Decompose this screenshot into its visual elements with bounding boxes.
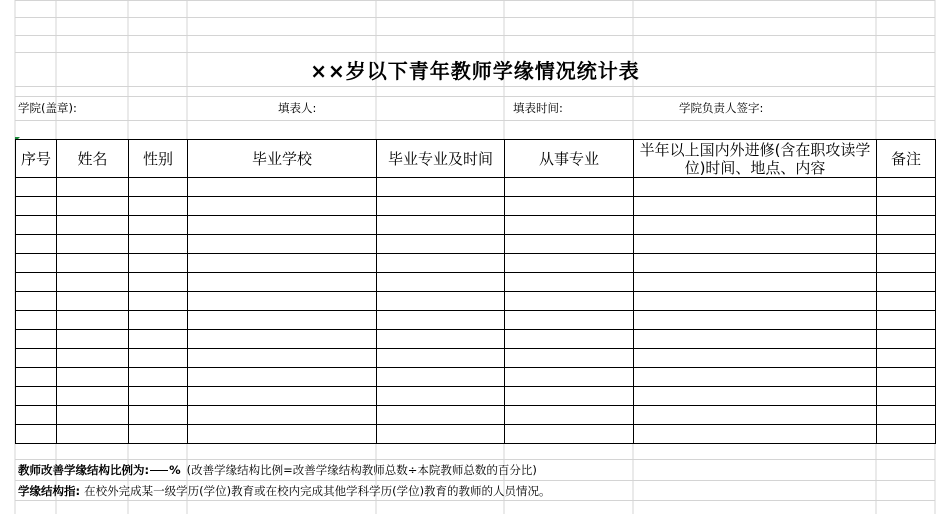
statistics-table <box>15 139 936 444</box>
table-row <box>16 387 936 406</box>
table-cell[interactable] <box>377 254 505 273</box>
table-row <box>16 178 936 197</box>
table-cell[interactable] <box>377 292 505 311</box>
table-row <box>16 197 936 216</box>
table-cell[interactable] <box>57 178 129 197</box>
table-cell[interactable] <box>634 406 877 425</box>
table-cell[interactable] <box>57 197 129 216</box>
table-cell[interactable] <box>634 387 877 406</box>
definition-text: 在校外完成某一级学历(学位)教育或在校内完成其他学科学历(学位)教育的教师的人员情况。 <box>84 484 551 498</box>
table-cell[interactable] <box>377 330 505 349</box>
table-cell[interactable] <box>877 254 936 273</box>
table-cell[interactable] <box>877 235 936 254</box>
table-cell[interactable] <box>505 178 634 197</box>
table-cell[interactable] <box>505 292 634 311</box>
table-cell[interactable] <box>57 311 129 330</box>
table-cell[interactable] <box>129 178 188 197</box>
table-cell[interactable] <box>188 235 377 254</box>
table-cell[interactable] <box>188 273 377 292</box>
table-cell[interactable] <box>505 425 634 444</box>
table-row <box>16 349 936 368</box>
fill-time-label: 填表时间: <box>513 101 563 115</box>
table-cell[interactable] <box>505 235 634 254</box>
table-cell[interactable] <box>129 425 188 444</box>
table-cell[interactable] <box>57 292 129 311</box>
table-cell[interactable] <box>57 273 129 292</box>
table-cell[interactable] <box>377 425 505 444</box>
table-cell[interactable] <box>634 425 877 444</box>
table-row <box>16 254 936 273</box>
table-cell[interactable] <box>634 178 877 197</box>
table-cell[interactable] <box>377 311 505 330</box>
table-cell[interactable] <box>377 235 505 254</box>
table-cell[interactable] <box>188 387 377 406</box>
table-cell[interactable] <box>16 406 57 425</box>
table-cell[interactable] <box>16 254 57 273</box>
table-cell[interactable] <box>505 273 634 292</box>
definition-label: 学缘结构指: <box>18 484 81 498</box>
table-cell[interactable] <box>188 425 377 444</box>
header-gender[interactable]: 性别 <box>129 140 188 178</box>
table-cell[interactable] <box>877 292 936 311</box>
definition-note <box>18 480 551 502</box>
table-cell[interactable] <box>377 216 505 235</box>
table-cell[interactable] <box>188 197 377 216</box>
table-cell[interactable] <box>634 235 877 254</box>
table-row <box>16 311 936 330</box>
table-cell[interactable] <box>377 387 505 406</box>
table-cell[interactable] <box>129 254 188 273</box>
table-cell[interactable] <box>877 273 936 292</box>
table-cell[interactable] <box>129 197 188 216</box>
table-cell[interactable] <box>129 406 188 425</box>
header-major-time[interactable]: 毕业专业及时间 <box>377 140 505 178</box>
table-cell[interactable] <box>16 349 57 368</box>
table-cell[interactable] <box>505 216 634 235</box>
table-cell[interactable] <box>877 406 936 425</box>
table-cell[interactable] <box>188 406 377 425</box>
table-cell[interactable] <box>877 349 936 368</box>
table-cell[interactable] <box>634 197 877 216</box>
table-cell[interactable] <box>129 216 188 235</box>
table-cell[interactable] <box>505 368 634 387</box>
table-cell[interactable] <box>129 311 188 330</box>
table-cell[interactable] <box>188 349 377 368</box>
table-cell[interactable] <box>188 254 377 273</box>
table-cell[interactable] <box>188 216 377 235</box>
table-cell[interactable] <box>129 349 188 368</box>
table-cell[interactable] <box>377 368 505 387</box>
table-cell[interactable] <box>377 406 505 425</box>
page-title: ××岁以下青年教师学缘情况统计表 <box>310 58 640 83</box>
table-cell[interactable] <box>188 368 377 387</box>
college-stamp-label: 学院(盖章): <box>18 101 77 115</box>
table-row <box>16 330 936 349</box>
table-cell[interactable] <box>634 349 877 368</box>
table-cell[interactable] <box>505 330 634 349</box>
table-cell[interactable] <box>634 311 877 330</box>
header-name[interactable]: 姓名 <box>57 140 129 178</box>
table-cell[interactable] <box>188 292 377 311</box>
table-cell[interactable] <box>877 330 936 349</box>
table-cell[interactable] <box>57 425 129 444</box>
table-header-row <box>16 140 936 178</box>
ratio-description: (改善学缘结构比例=改善学缘结构教师总数÷本院教师总数的百分比) <box>186 463 537 477</box>
table-cell[interactable] <box>57 387 129 406</box>
head-signature-label: 学院负责人签字: <box>679 101 764 115</box>
table-cell[interactable] <box>505 406 634 425</box>
header-current-major[interactable]: 从事专业 <box>505 140 634 178</box>
table-cell[interactable] <box>634 330 877 349</box>
header-training[interactable]: 半年以上国内外进修(含在职攻读学位)时间、地点、内容 <box>634 140 877 178</box>
filler-label: 填表人: <box>278 101 317 115</box>
table-cell[interactable] <box>505 311 634 330</box>
header-seq[interactable]: 序号 <box>16 140 57 178</box>
header-remark[interactable]: 备注 <box>877 140 936 178</box>
table-cell[interactable] <box>129 330 188 349</box>
table-cell[interactable] <box>57 216 129 235</box>
table-cell[interactable] <box>16 311 57 330</box>
table-cell[interactable] <box>505 197 634 216</box>
table-cell[interactable] <box>877 387 936 406</box>
table-cell[interactable] <box>634 254 877 273</box>
table-row <box>16 273 936 292</box>
ratio-blank[interactable] <box>150 470 168 471</box>
table-cell[interactable] <box>505 387 634 406</box>
ratio-unit: % <box>169 463 181 477</box>
table-cell[interactable] <box>16 178 57 197</box>
table-row <box>16 292 936 311</box>
table-cell[interactable] <box>57 235 129 254</box>
table-cell[interactable] <box>377 178 505 197</box>
table-cell[interactable] <box>129 387 188 406</box>
table-cell[interactable] <box>188 178 377 197</box>
table-cell[interactable] <box>634 292 877 311</box>
table-cell[interactable] <box>57 254 129 273</box>
ratio-note <box>18 459 537 481</box>
table-cell[interactable] <box>505 349 634 368</box>
table-cell[interactable] <box>16 368 57 387</box>
table-row <box>16 216 936 235</box>
table-cell[interactable] <box>877 197 936 216</box>
table-cell[interactable] <box>16 425 57 444</box>
table-cell[interactable] <box>877 368 936 387</box>
table-row <box>16 425 936 444</box>
table-cell[interactable] <box>16 216 57 235</box>
table-cell[interactable] <box>877 425 936 444</box>
table-cell[interactable] <box>505 254 634 273</box>
table-cell[interactable] <box>57 330 129 349</box>
table-cell[interactable] <box>57 349 129 368</box>
table-cell[interactable] <box>129 235 188 254</box>
table-cell[interactable] <box>377 349 505 368</box>
table-cell[interactable] <box>57 368 129 387</box>
table-cell[interactable] <box>57 406 129 425</box>
table-cell[interactable] <box>634 273 877 292</box>
table-cell[interactable] <box>129 368 188 387</box>
table-cell[interactable] <box>377 273 505 292</box>
table-body <box>16 178 936 444</box>
table-cell[interactable] <box>877 311 936 330</box>
table-cell[interactable] <box>634 216 877 235</box>
table-cell[interactable] <box>16 292 57 311</box>
table-cell[interactable] <box>129 273 188 292</box>
table-cell[interactable] <box>16 235 57 254</box>
table-cell[interactable] <box>877 178 936 197</box>
table-row <box>16 406 936 425</box>
table-cell[interactable] <box>634 368 877 387</box>
table-cell[interactable] <box>377 197 505 216</box>
table-cell[interactable] <box>188 330 377 349</box>
table-cell[interactable] <box>877 216 936 235</box>
table-cell[interactable] <box>16 197 57 216</box>
ratio-label: 教师改善学缘结构比例为: <box>18 463 150 477</box>
table-cell[interactable] <box>129 292 188 311</box>
table-cell[interactable] <box>16 273 57 292</box>
header-school[interactable]: 毕业学校 <box>188 140 377 178</box>
table-row <box>16 235 936 254</box>
table-cell[interactable] <box>188 311 377 330</box>
table-cell[interactable] <box>16 387 57 406</box>
table-cell[interactable] <box>16 330 57 349</box>
table-row <box>16 368 936 387</box>
